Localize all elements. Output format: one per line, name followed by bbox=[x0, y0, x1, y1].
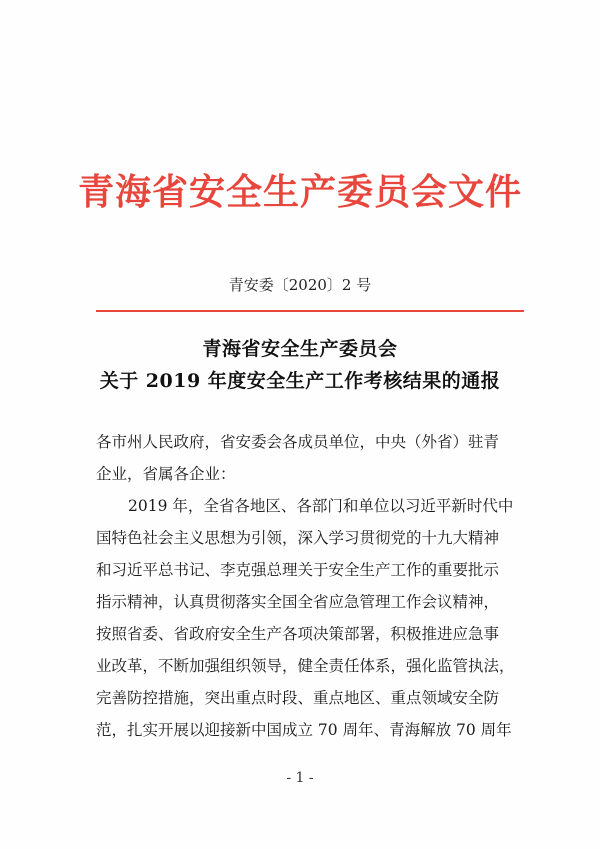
body-line: 2019 年，全省各地区、各部门和单位以习近平新时代中 bbox=[128, 497, 514, 515]
page-number: - 1 - bbox=[286, 770, 314, 786]
body-line: 国特色社会主义思想为引领，深入学习贯彻党的十九大精神 bbox=[96, 529, 500, 547]
body-line: 各市州人民政府，省安委会各成员单位，中央（外省）驻青 bbox=[96, 433, 500, 451]
body-line: 和习近平总书记、李克强总理关于安全生产工作的重要批示 bbox=[96, 561, 500, 579]
notice-title-line-1: 青海省安全生产委员会 bbox=[202, 338, 398, 360]
red-divider-line bbox=[96, 310, 524, 312]
document-header-title: 青海省安全生产委员会文件 bbox=[77, 171, 522, 213]
document-number: 青安委〔2020〕2 号 bbox=[228, 276, 372, 294]
body-line: 企业，省属各企业： bbox=[96, 465, 236, 483]
body-line: 按照省委、省政府安全生产各项决策部署，积极推进应急事 bbox=[96, 625, 500, 643]
body-line: 业改革，不断加强组织领导，健全责任体系，强化监管执法， bbox=[96, 657, 515, 675]
body-line: 指示精神，认真贯彻落实全国全省应急管理工作会议精神， bbox=[96, 593, 500, 611]
notice-title-line-2: 关于 2019 年度安全生产工作考核结果的通报 bbox=[99, 370, 501, 392]
body-line: 完善防控措施，突出重点时段、重点地区、重点领域安全防 bbox=[96, 689, 500, 707]
body-line: 范，扎实开展以迎接新中国成立 70 周年、青海解放 70 周年 bbox=[96, 721, 512, 739]
